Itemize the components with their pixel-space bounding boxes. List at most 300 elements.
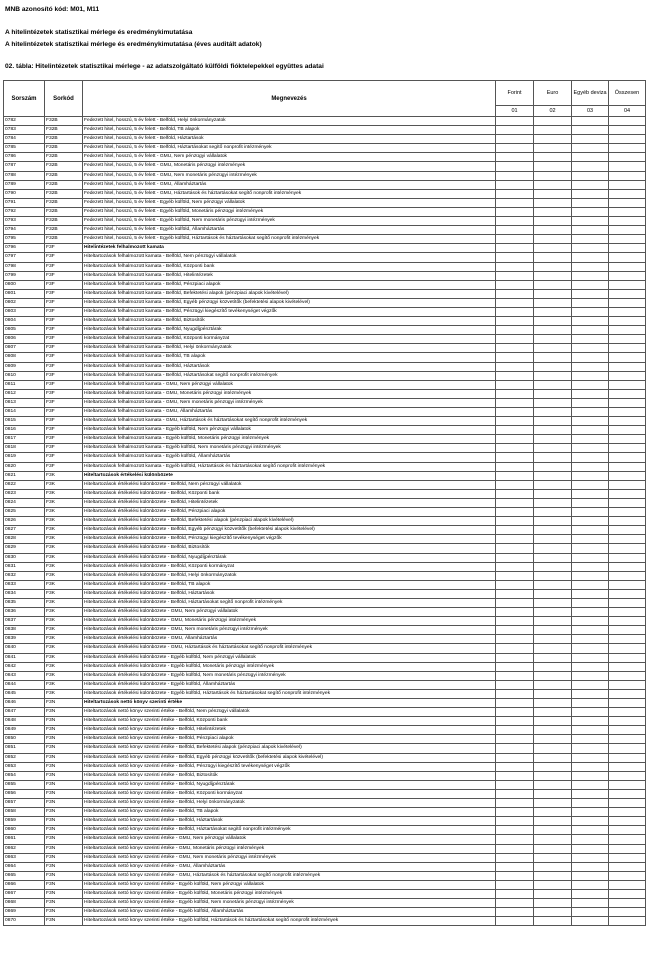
value-cell-euro[interactable] bbox=[534, 744, 572, 753]
value-cell-osszesen[interactable] bbox=[609, 689, 646, 698]
value-cell-forint[interactable] bbox=[496, 207, 534, 216]
value-cell-egyeb-deviza[interactable] bbox=[572, 317, 609, 326]
value-cell-egyeb-deviza[interactable] bbox=[572, 871, 609, 880]
value-cell-osszesen[interactable] bbox=[609, 862, 646, 871]
value-cell-egyeb-deviza[interactable] bbox=[572, 253, 609, 262]
value-cell-osszesen[interactable] bbox=[609, 262, 646, 271]
value-cell-egyeb-deviza[interactable] bbox=[572, 435, 609, 444]
value-cell-egyeb-deviza[interactable] bbox=[572, 353, 609, 362]
value-cell-egyeb-deviza[interactable] bbox=[572, 217, 609, 226]
value-cell-euro[interactable] bbox=[534, 317, 572, 326]
value-cell-osszesen[interactable] bbox=[609, 435, 646, 444]
value-cell-egyeb-deviza[interactable] bbox=[572, 662, 609, 671]
value-cell-osszesen[interactable] bbox=[609, 626, 646, 635]
value-cell-forint[interactable] bbox=[496, 135, 534, 144]
value-cell-osszesen[interactable] bbox=[609, 735, 646, 744]
value-cell-forint[interactable] bbox=[496, 498, 534, 507]
value-cell-egyeb-deviza[interactable] bbox=[572, 653, 609, 662]
value-cell-forint[interactable] bbox=[496, 880, 534, 889]
value-cell-osszesen[interactable] bbox=[609, 753, 646, 762]
value-cell-osszesen[interactable] bbox=[609, 571, 646, 580]
value-cell-euro[interactable] bbox=[534, 444, 572, 453]
value-cell-osszesen[interactable] bbox=[609, 762, 646, 771]
value-cell-euro[interactable] bbox=[534, 780, 572, 789]
value-cell-forint[interactable] bbox=[496, 589, 534, 598]
value-cell-egyeb-deviza[interactable] bbox=[572, 380, 609, 389]
value-cell-egyeb-deviza[interactable] bbox=[572, 144, 609, 153]
value-cell-euro[interactable] bbox=[534, 289, 572, 298]
value-cell-egyeb-deviza[interactable] bbox=[572, 398, 609, 407]
value-cell-euro[interactable] bbox=[534, 771, 572, 780]
value-cell-euro[interactable] bbox=[534, 207, 572, 216]
value-cell-egyeb-deviza[interactable] bbox=[572, 744, 609, 753]
value-cell-euro[interactable] bbox=[534, 217, 572, 226]
value-cell-euro[interactable] bbox=[534, 307, 572, 316]
value-cell-osszesen[interactable] bbox=[609, 480, 646, 489]
value-cell-egyeb-deviza[interactable] bbox=[572, 789, 609, 798]
value-cell-osszesen[interactable] bbox=[609, 889, 646, 898]
value-cell-euro[interactable] bbox=[534, 198, 572, 207]
value-cell-osszesen[interactable] bbox=[609, 817, 646, 826]
value-cell-forint[interactable] bbox=[496, 871, 534, 880]
value-cell-forint[interactable] bbox=[496, 307, 534, 316]
value-cell-forint[interactable] bbox=[496, 189, 534, 198]
value-cell-egyeb-deviza[interactable] bbox=[572, 917, 609, 926]
value-cell-osszesen[interactable] bbox=[609, 317, 646, 326]
value-cell-forint[interactable] bbox=[496, 708, 534, 717]
value-cell-egyeb-deviza[interactable] bbox=[572, 799, 609, 808]
value-cell-egyeb-deviza[interactable] bbox=[572, 553, 609, 562]
value-cell-forint[interactable] bbox=[496, 853, 534, 862]
value-cell-forint[interactable] bbox=[496, 653, 534, 662]
value-cell-forint[interactable] bbox=[496, 171, 534, 180]
value-cell-euro[interactable] bbox=[534, 408, 572, 417]
value-cell-egyeb-deviza[interactable] bbox=[572, 908, 609, 917]
value-cell-osszesen[interactable] bbox=[609, 289, 646, 298]
value-cell-osszesen[interactable] bbox=[609, 871, 646, 880]
value-cell-osszesen[interactable] bbox=[609, 253, 646, 262]
value-cell-forint[interactable] bbox=[496, 671, 534, 680]
value-cell-egyeb-deviza[interactable] bbox=[572, 726, 609, 735]
value-cell-forint[interactable] bbox=[496, 489, 534, 498]
value-cell-euro[interactable] bbox=[534, 262, 572, 271]
value-cell-euro[interactable] bbox=[534, 862, 572, 871]
value-cell-osszesen[interactable] bbox=[609, 207, 646, 216]
value-cell-osszesen[interactable] bbox=[609, 635, 646, 644]
value-cell-egyeb-deviza[interactable] bbox=[572, 608, 609, 617]
value-cell-forint[interactable] bbox=[496, 753, 534, 762]
value-cell-forint[interactable] bbox=[496, 389, 534, 398]
value-cell-osszesen[interactable] bbox=[609, 853, 646, 862]
value-cell-egyeb-deviza[interactable] bbox=[572, 498, 609, 507]
value-cell-egyeb-deviza[interactable] bbox=[572, 753, 609, 762]
value-cell-osszesen[interactable] bbox=[609, 808, 646, 817]
value-cell-forint[interactable] bbox=[496, 680, 534, 689]
value-cell-forint[interactable] bbox=[496, 326, 534, 335]
value-cell-forint[interactable] bbox=[496, 253, 534, 262]
value-cell-osszesen[interactable] bbox=[609, 699, 646, 708]
value-cell-osszesen[interactable] bbox=[609, 180, 646, 189]
value-cell-forint[interactable] bbox=[496, 417, 534, 426]
value-cell-euro[interactable] bbox=[534, 689, 572, 698]
value-cell-forint[interactable] bbox=[496, 298, 534, 307]
value-cell-euro[interactable] bbox=[534, 908, 572, 917]
value-cell-egyeb-deviza[interactable] bbox=[572, 126, 609, 135]
value-cell-forint[interactable] bbox=[496, 617, 534, 626]
value-cell-euro[interactable] bbox=[534, 335, 572, 344]
value-cell-forint[interactable] bbox=[496, 608, 534, 617]
value-cell-osszesen[interactable] bbox=[609, 444, 646, 453]
value-cell-euro[interactable] bbox=[534, 517, 572, 526]
value-cell-forint[interactable] bbox=[496, 317, 534, 326]
value-cell-osszesen[interactable] bbox=[609, 198, 646, 207]
value-cell-euro[interactable] bbox=[534, 280, 572, 289]
value-cell-euro[interactable] bbox=[534, 553, 572, 562]
value-cell-forint[interactable] bbox=[496, 244, 534, 253]
value-cell-osszesen[interactable] bbox=[609, 153, 646, 162]
value-cell-osszesen[interactable] bbox=[609, 553, 646, 562]
value-cell-osszesen[interactable] bbox=[609, 298, 646, 307]
value-cell-osszesen[interactable] bbox=[609, 462, 646, 471]
value-cell-osszesen[interactable] bbox=[609, 726, 646, 735]
value-cell-egyeb-deviza[interactable] bbox=[572, 708, 609, 717]
value-cell-osszesen[interactable] bbox=[609, 498, 646, 507]
value-cell-euro[interactable] bbox=[534, 398, 572, 407]
value-cell-osszesen[interactable] bbox=[609, 426, 646, 435]
value-cell-egyeb-deviza[interactable] bbox=[572, 235, 609, 244]
value-cell-osszesen[interactable] bbox=[609, 326, 646, 335]
value-cell-forint[interactable] bbox=[496, 862, 534, 871]
value-cell-egyeb-deviza[interactable] bbox=[572, 880, 609, 889]
value-cell-osszesen[interactable] bbox=[609, 417, 646, 426]
value-cell-egyeb-deviza[interactable] bbox=[572, 471, 609, 480]
value-cell-egyeb-deviza[interactable] bbox=[572, 899, 609, 908]
value-cell-egyeb-deviza[interactable] bbox=[572, 389, 609, 398]
value-cell-osszesen[interactable] bbox=[609, 535, 646, 544]
value-cell-forint[interactable] bbox=[496, 553, 534, 562]
value-cell-osszesen[interactable] bbox=[609, 526, 646, 535]
value-cell-forint[interactable] bbox=[496, 217, 534, 226]
value-cell-osszesen[interactable] bbox=[609, 117, 646, 126]
value-cell-egyeb-deviza[interactable] bbox=[572, 426, 609, 435]
value-cell-forint[interactable] bbox=[496, 735, 534, 744]
value-cell-euro[interactable] bbox=[534, 471, 572, 480]
value-cell-osszesen[interactable] bbox=[609, 671, 646, 680]
value-cell-forint[interactable] bbox=[496, 562, 534, 571]
value-cell-egyeb-deviza[interactable] bbox=[572, 508, 609, 517]
value-cell-egyeb-deviza[interactable] bbox=[572, 826, 609, 835]
value-cell-osszesen[interactable] bbox=[609, 344, 646, 353]
value-cell-euro[interactable] bbox=[534, 326, 572, 335]
value-cell-osszesen[interactable] bbox=[609, 335, 646, 344]
value-cell-egyeb-deviza[interactable] bbox=[572, 644, 609, 653]
value-cell-osszesen[interactable] bbox=[609, 780, 646, 789]
value-cell-forint[interactable] bbox=[496, 353, 534, 362]
value-cell-euro[interactable] bbox=[534, 153, 572, 162]
value-cell-egyeb-deviza[interactable] bbox=[572, 207, 609, 216]
value-cell-euro[interactable] bbox=[534, 626, 572, 635]
value-cell-forint[interactable] bbox=[496, 717, 534, 726]
value-cell-egyeb-deviza[interactable] bbox=[572, 535, 609, 544]
value-cell-egyeb-deviza[interactable] bbox=[572, 198, 609, 207]
value-cell-osszesen[interactable] bbox=[609, 226, 646, 235]
value-cell-osszesen[interactable] bbox=[609, 598, 646, 607]
value-cell-euro[interactable] bbox=[534, 435, 572, 444]
value-cell-osszesen[interactable] bbox=[609, 280, 646, 289]
value-cell-egyeb-deviza[interactable] bbox=[572, 780, 609, 789]
value-cell-euro[interactable] bbox=[534, 380, 572, 389]
value-cell-egyeb-deviza[interactable] bbox=[572, 180, 609, 189]
value-cell-osszesen[interactable] bbox=[609, 908, 646, 917]
value-cell-egyeb-deviza[interactable] bbox=[572, 689, 609, 698]
value-cell-forint[interactable] bbox=[496, 426, 534, 435]
value-cell-egyeb-deviza[interactable] bbox=[572, 635, 609, 644]
value-cell-osszesen[interactable] bbox=[609, 562, 646, 571]
value-cell-osszesen[interactable] bbox=[609, 489, 646, 498]
value-cell-osszesen[interactable] bbox=[609, 471, 646, 480]
value-cell-euro[interactable] bbox=[534, 508, 572, 517]
value-cell-forint[interactable] bbox=[496, 508, 534, 517]
value-cell-egyeb-deviza[interactable] bbox=[572, 489, 609, 498]
value-cell-euro[interactable] bbox=[534, 298, 572, 307]
value-cell-osszesen[interactable] bbox=[609, 235, 646, 244]
value-cell-egyeb-deviza[interactable] bbox=[572, 444, 609, 453]
value-cell-forint[interactable] bbox=[496, 180, 534, 189]
value-cell-forint[interactable] bbox=[496, 635, 534, 644]
value-cell-forint[interactable] bbox=[496, 762, 534, 771]
value-cell-egyeb-deviza[interactable] bbox=[572, 598, 609, 607]
value-cell-osszesen[interactable] bbox=[609, 398, 646, 407]
value-cell-egyeb-deviza[interactable] bbox=[572, 153, 609, 162]
value-cell-egyeb-deviza[interactable] bbox=[572, 762, 609, 771]
value-cell-osszesen[interactable] bbox=[609, 244, 646, 253]
value-cell-osszesen[interactable] bbox=[609, 617, 646, 626]
value-cell-euro[interactable] bbox=[534, 880, 572, 889]
value-cell-egyeb-deviza[interactable] bbox=[572, 262, 609, 271]
value-cell-forint[interactable] bbox=[496, 780, 534, 789]
value-cell-egyeb-deviza[interactable] bbox=[572, 189, 609, 198]
value-cell-forint[interactable] bbox=[496, 899, 534, 908]
value-cell-forint[interactable] bbox=[496, 535, 534, 544]
value-cell-euro[interactable] bbox=[534, 453, 572, 462]
value-cell-euro[interactable] bbox=[534, 571, 572, 580]
value-cell-egyeb-deviza[interactable] bbox=[572, 307, 609, 316]
value-cell-euro[interactable] bbox=[534, 844, 572, 853]
value-cell-osszesen[interactable] bbox=[609, 717, 646, 726]
value-cell-euro[interactable] bbox=[534, 808, 572, 817]
value-cell-egyeb-deviza[interactable] bbox=[572, 289, 609, 298]
value-cell-euro[interactable] bbox=[534, 753, 572, 762]
value-cell-egyeb-deviza[interactable] bbox=[572, 808, 609, 817]
value-cell-euro[interactable] bbox=[534, 562, 572, 571]
value-cell-osszesen[interactable] bbox=[609, 544, 646, 553]
value-cell-forint[interactable] bbox=[496, 689, 534, 698]
value-cell-osszesen[interactable] bbox=[609, 508, 646, 517]
value-cell-egyeb-deviza[interactable] bbox=[572, 889, 609, 898]
value-cell-egyeb-deviza[interactable] bbox=[572, 817, 609, 826]
value-cell-osszesen[interactable] bbox=[609, 589, 646, 598]
value-cell-euro[interactable] bbox=[534, 489, 572, 498]
value-cell-forint[interactable] bbox=[496, 262, 534, 271]
value-cell-forint[interactable] bbox=[496, 344, 534, 353]
value-cell-forint[interactable] bbox=[496, 517, 534, 526]
value-cell-osszesen[interactable] bbox=[609, 189, 646, 198]
value-cell-euro[interactable] bbox=[534, 135, 572, 144]
value-cell-forint[interactable] bbox=[496, 789, 534, 798]
value-cell-osszesen[interactable] bbox=[609, 771, 646, 780]
value-cell-osszesen[interactable] bbox=[609, 389, 646, 398]
value-cell-forint[interactable] bbox=[496, 408, 534, 417]
value-cell-euro[interactable] bbox=[534, 344, 572, 353]
value-cell-forint[interactable] bbox=[496, 435, 534, 444]
value-cell-euro[interactable] bbox=[534, 598, 572, 607]
value-cell-egyeb-deviza[interactable] bbox=[572, 680, 609, 689]
value-cell-euro[interactable] bbox=[534, 253, 572, 262]
value-cell-osszesen[interactable] bbox=[609, 844, 646, 853]
value-cell-osszesen[interactable] bbox=[609, 608, 646, 617]
value-cell-osszesen[interactable] bbox=[609, 799, 646, 808]
value-cell-euro[interactable] bbox=[534, 799, 572, 808]
value-cell-euro[interactable] bbox=[534, 226, 572, 235]
value-cell-euro[interactable] bbox=[534, 244, 572, 253]
value-cell-egyeb-deviza[interactable] bbox=[572, 844, 609, 853]
value-cell-forint[interactable] bbox=[496, 889, 534, 898]
value-cell-egyeb-deviza[interactable] bbox=[572, 717, 609, 726]
value-cell-osszesen[interactable] bbox=[609, 162, 646, 171]
value-cell-euro[interactable] bbox=[534, 189, 572, 198]
value-cell-egyeb-deviza[interactable] bbox=[572, 462, 609, 471]
value-cell-euro[interactable] bbox=[534, 644, 572, 653]
value-cell-osszesen[interactable] bbox=[609, 708, 646, 717]
value-cell-euro[interactable] bbox=[534, 662, 572, 671]
value-cell-egyeb-deviza[interactable] bbox=[572, 326, 609, 335]
value-cell-osszesen[interactable] bbox=[609, 371, 646, 380]
value-cell-euro[interactable] bbox=[534, 853, 572, 862]
value-cell-euro[interactable] bbox=[534, 235, 572, 244]
value-cell-osszesen[interactable] bbox=[609, 826, 646, 835]
value-cell-osszesen[interactable] bbox=[609, 517, 646, 526]
value-cell-euro[interactable] bbox=[534, 126, 572, 135]
value-cell-egyeb-deviza[interactable] bbox=[572, 171, 609, 180]
value-cell-osszesen[interactable] bbox=[609, 880, 646, 889]
value-cell-osszesen[interactable] bbox=[609, 453, 646, 462]
value-cell-forint[interactable] bbox=[496, 644, 534, 653]
value-cell-forint[interactable] bbox=[496, 280, 534, 289]
value-cell-forint[interactable] bbox=[496, 335, 534, 344]
value-cell-forint[interactable] bbox=[496, 835, 534, 844]
value-cell-osszesen[interactable] bbox=[609, 580, 646, 589]
value-cell-euro[interactable] bbox=[534, 498, 572, 507]
value-cell-forint[interactable] bbox=[496, 580, 534, 589]
value-cell-egyeb-deviza[interactable] bbox=[572, 853, 609, 862]
value-cell-osszesen[interactable] bbox=[609, 217, 646, 226]
value-cell-forint[interactable] bbox=[496, 226, 534, 235]
value-cell-forint[interactable] bbox=[496, 198, 534, 207]
value-cell-osszesen[interactable] bbox=[609, 171, 646, 180]
value-cell-euro[interactable] bbox=[534, 762, 572, 771]
value-cell-egyeb-deviza[interactable] bbox=[572, 735, 609, 744]
value-cell-osszesen[interactable] bbox=[609, 126, 646, 135]
value-cell-euro[interactable] bbox=[534, 835, 572, 844]
value-cell-forint[interactable] bbox=[496, 289, 534, 298]
value-cell-euro[interactable] bbox=[534, 826, 572, 835]
value-cell-euro[interactable] bbox=[534, 899, 572, 908]
value-cell-egyeb-deviza[interactable] bbox=[572, 571, 609, 580]
value-cell-forint[interactable] bbox=[496, 526, 534, 535]
value-cell-euro[interactable] bbox=[534, 271, 572, 280]
value-cell-euro[interactable] bbox=[534, 353, 572, 362]
value-cell-forint[interactable] bbox=[496, 453, 534, 462]
value-cell-forint[interactable] bbox=[496, 662, 534, 671]
value-cell-forint[interactable] bbox=[496, 571, 534, 580]
value-cell-egyeb-deviza[interactable] bbox=[572, 335, 609, 344]
value-cell-egyeb-deviza[interactable] bbox=[572, 162, 609, 171]
value-cell-egyeb-deviza[interactable] bbox=[572, 626, 609, 635]
value-cell-osszesen[interactable] bbox=[609, 380, 646, 389]
value-cell-euro[interactable] bbox=[534, 544, 572, 553]
value-cell-forint[interactable] bbox=[496, 544, 534, 553]
value-cell-forint[interactable] bbox=[496, 598, 534, 607]
value-cell-egyeb-deviza[interactable] bbox=[572, 699, 609, 708]
value-cell-euro[interactable] bbox=[534, 117, 572, 126]
value-cell-forint[interactable] bbox=[496, 444, 534, 453]
value-cell-euro[interactable] bbox=[534, 480, 572, 489]
value-cell-euro[interactable] bbox=[534, 789, 572, 798]
value-cell-forint[interactable] bbox=[496, 726, 534, 735]
value-cell-forint[interactable] bbox=[496, 162, 534, 171]
value-cell-forint[interactable] bbox=[496, 126, 534, 135]
value-cell-euro[interactable] bbox=[534, 671, 572, 680]
value-cell-forint[interactable] bbox=[496, 908, 534, 917]
value-cell-egyeb-deviza[interactable] bbox=[572, 135, 609, 144]
value-cell-egyeb-deviza[interactable] bbox=[572, 562, 609, 571]
value-cell-osszesen[interactable] bbox=[609, 135, 646, 144]
value-cell-euro[interactable] bbox=[534, 526, 572, 535]
value-cell-euro[interactable] bbox=[534, 589, 572, 598]
value-cell-euro[interactable] bbox=[534, 389, 572, 398]
value-cell-osszesen[interactable] bbox=[609, 362, 646, 371]
value-cell-osszesen[interactable] bbox=[609, 789, 646, 798]
value-cell-forint[interactable] bbox=[496, 826, 534, 835]
value-cell-egyeb-deviza[interactable] bbox=[572, 589, 609, 598]
value-cell-egyeb-deviza[interactable] bbox=[572, 117, 609, 126]
value-cell-euro[interactable] bbox=[534, 580, 572, 589]
value-cell-euro[interactable] bbox=[534, 889, 572, 898]
value-cell-forint[interactable] bbox=[496, 808, 534, 817]
value-cell-egyeb-deviza[interactable] bbox=[572, 617, 609, 626]
value-cell-egyeb-deviza[interactable] bbox=[572, 371, 609, 380]
value-cell-osszesen[interactable] bbox=[609, 144, 646, 153]
value-cell-euro[interactable] bbox=[534, 726, 572, 735]
value-cell-osszesen[interactable] bbox=[609, 271, 646, 280]
value-cell-osszesen[interactable] bbox=[609, 835, 646, 844]
value-cell-euro[interactable] bbox=[534, 535, 572, 544]
value-cell-euro[interactable] bbox=[534, 871, 572, 880]
value-cell-euro[interactable] bbox=[534, 817, 572, 826]
value-cell-egyeb-deviza[interactable] bbox=[572, 517, 609, 526]
value-cell-forint[interactable] bbox=[496, 844, 534, 853]
value-cell-euro[interactable] bbox=[534, 171, 572, 180]
value-cell-forint[interactable] bbox=[496, 144, 534, 153]
value-cell-osszesen[interactable] bbox=[609, 744, 646, 753]
value-cell-egyeb-deviza[interactable] bbox=[572, 271, 609, 280]
value-cell-forint[interactable] bbox=[496, 744, 534, 753]
value-cell-euro[interactable] bbox=[534, 144, 572, 153]
value-cell-forint[interactable] bbox=[496, 480, 534, 489]
value-cell-euro[interactable] bbox=[534, 462, 572, 471]
value-cell-egyeb-deviza[interactable] bbox=[572, 862, 609, 871]
value-cell-forint[interactable] bbox=[496, 153, 534, 162]
